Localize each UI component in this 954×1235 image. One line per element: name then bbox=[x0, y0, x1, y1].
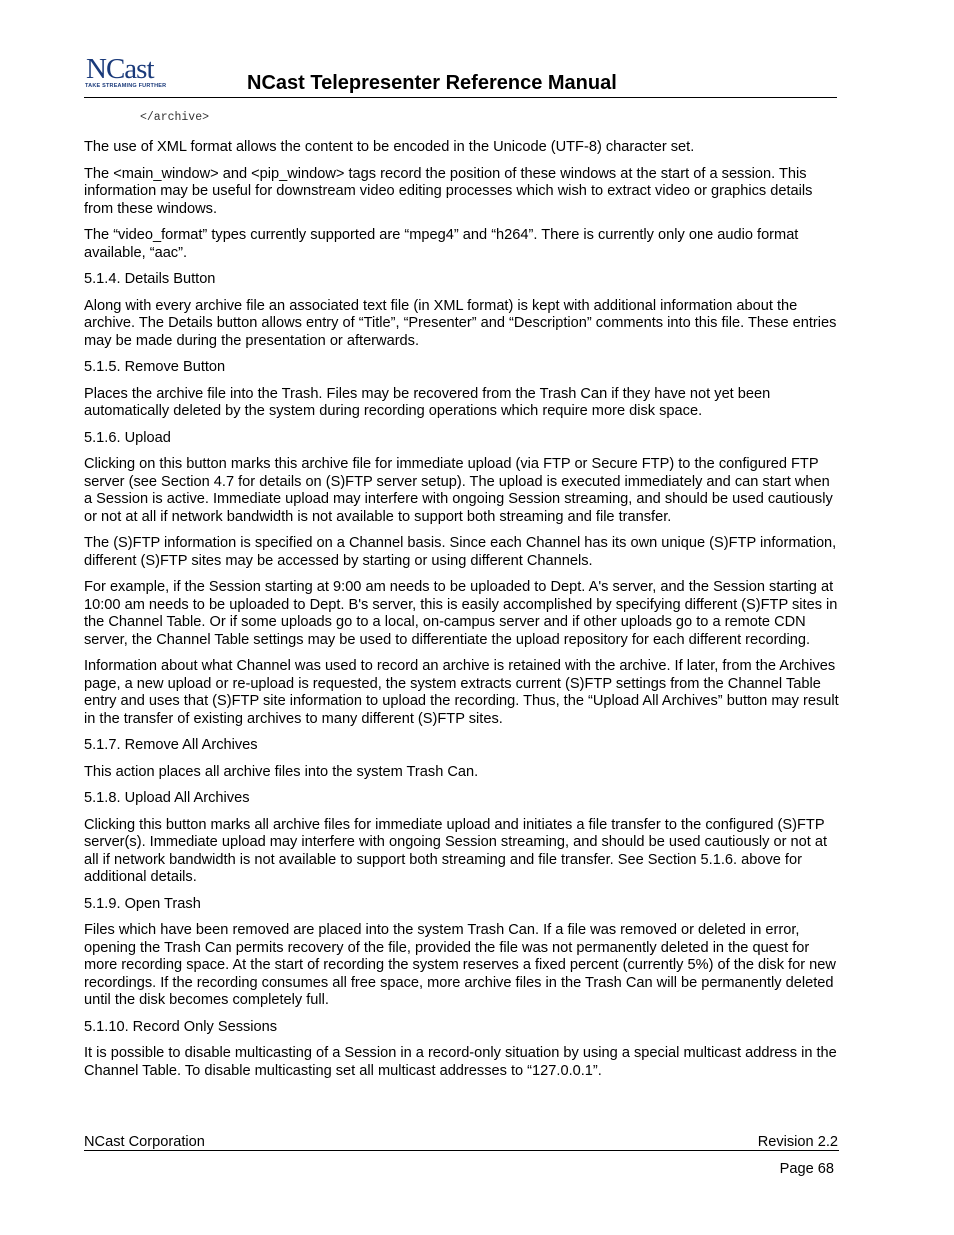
paragraph: The use of XML format allows the content to be encoded in the Unicode (UTF-8) character set. bbox=[84, 139, 695, 155]
paragraph: The “video_format” types currently supported are “mpeg4” and “h264”. There is currently only one audio format available, “aac”. bbox=[84, 227, 799, 261]
paragraph: Along with every archive file an associated text file (in XML format) is kept with additional information about the archive. The Details button allows entry of “Title”, “Presenter” and “Description” comments into this file. These entries may be made during the presentation or afterwards. bbox=[84, 297, 837, 349]
section-heading: 5.1.8. Upload All Archives bbox=[84, 790, 250, 806]
document-title: NCast Telepresenter Reference Manual bbox=[247, 72, 617, 94]
paragraph: It is possible to disable multicasting of a Session in a record-only situation by using a special multicast address in the Channel Table. To disable multicasting set all multicast addresses to “127.0.0.1”. bbox=[84, 1045, 837, 1079]
paragraph: Clicking on this button marks this archive file for immediate upload (via FTP or Secure FTP) to the configured FTP server (see Section 4.7 for details on (S)FTP server setup). The upload is executed immediately and can start when a Session is active. Immediate upload may interfere with ongoing Session streaming, and should be used cautiously or not at all if network bandwidth is not available to support both streaming and file transfer. bbox=[84, 456, 833, 525]
paragraph: Clicking this button marks all archive files for immediate upload and initiates a file transfer to the configured (S)FTP server(s). Immediate upload may interfere with ongoing Session streaming, and should be used cautiously or not at all if network bandwidth is not available to support both streaming and file transfer. See Section 5.1.6. above for additional details. bbox=[84, 816, 828, 885]
paragraph: Information about what Channel was used to record an archive is retained with the archive. If later, from the Archives page, a new upload or re-upload is requested, the system extracts current (S)FTP settings from the Channel Table entry and uses that (S)FTP site information to upload the recording. Thus, the “Upload All Archives” button may result in the transfer of existing archives to many different (S)FTP sites. bbox=[84, 658, 839, 727]
paragraph: The (S)FTP information is specified on a Channel basis. Since each Channel has its own unique (S)FTP information, different (S)FTP sites may be accessed by starting or using different Channels. bbox=[84, 535, 837, 569]
paragraph: This action places all archive files into the system Trash Can. bbox=[84, 763, 479, 780]
section-heading: 5.1.4. Details Button bbox=[84, 271, 216, 287]
document-body bbox=[84, 110, 839, 1089]
paragraph: The <main_window> and <pip_window> tags record the position of these windows at the start of a session. This information may be useful for downstream video editing processes which wish to extract video or graphics details from these windows. bbox=[84, 165, 813, 217]
footer-company: NCast Corporation bbox=[84, 1134, 205, 1150]
section-heading: 5.1.9. Open Trash bbox=[84, 895, 201, 912]
section-heading: 5.1.6. Upload bbox=[84, 429, 171, 446]
section-heading: 5.1.7. Remove All Archives bbox=[84, 737, 258, 753]
paragraph: Files which have been removed are placed into the system Trash Can. If a file was removed or deleted in error, opening the Trash Can permits recovery of the file, provided the file was not permanently deleted in the quest for more recording space. At the start of recording the system reserves a fixed percent (currently 5%) of the disk for new recordings. If the recording consumes all free space, more archive files in the Trash Can will be permanently deleted until the disk becomes completely full. bbox=[84, 922, 836, 1008]
ncast-logo bbox=[84, 54, 174, 94]
paragraph: Places the archive file into the Trash. Files may be recovered from the Trash Can if they have not yet been automatically deleted by the system during recording operations which require more disk space. bbox=[84, 385, 771, 419]
paragraph: For example, if the Session starting at 9:00 am needs to be uploaded to Dept. A's server, and the Session starting at 10:00 am needs to be uploaded to Dept. B's server, this is easily accomplished by specifying different (S)FTP sites in the Channel Table. Or if some uploads go to a local, on-campus server and if other uploads go to a remote CDN server, the Channel Table settings may be used to differentiate the upload repository for each different recording. bbox=[84, 579, 838, 648]
logo-tagline: TAKE STREAMING FURTHER bbox=[85, 83, 167, 89]
code-line: </archive> bbox=[140, 111, 210, 124]
logo-wordmark: NCast bbox=[86, 53, 154, 85]
footer-revision: Revision 2.2 bbox=[757, 1134, 838, 1150]
page-footer bbox=[84, 1134, 839, 1151]
page-number: Page 68 bbox=[779, 1161, 834, 1177]
section-heading: 5.1.5. Remove Button bbox=[84, 359, 226, 375]
page-header bbox=[84, 54, 837, 98]
section-heading: 5.1.10. Record Only Sessions bbox=[84, 1018, 278, 1035]
